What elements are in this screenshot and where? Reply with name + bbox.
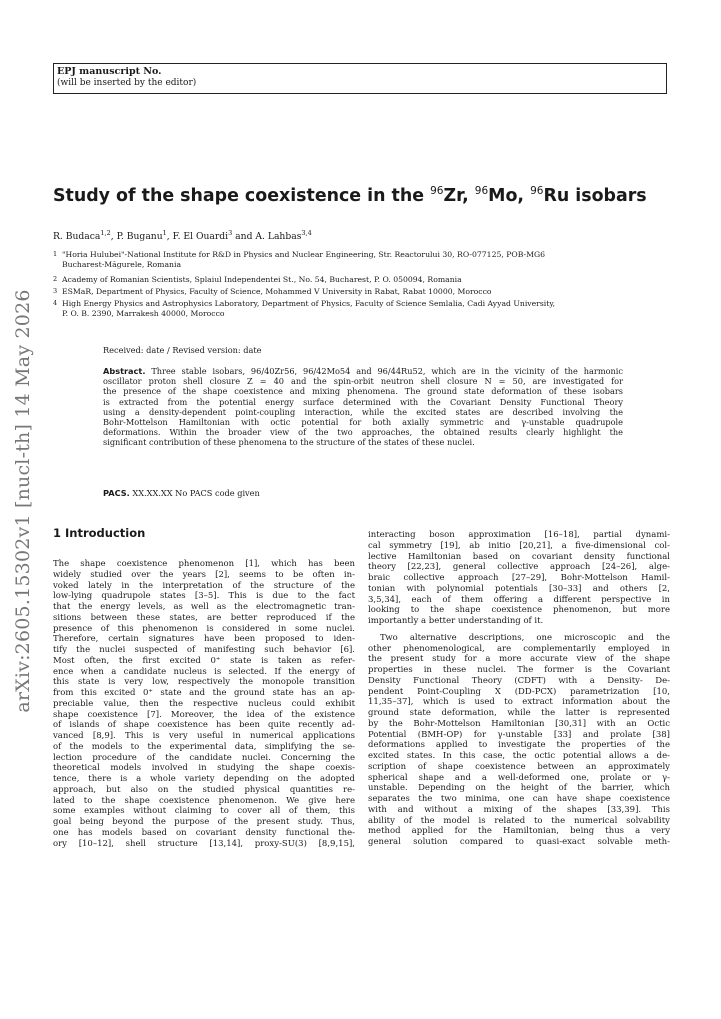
text-line: ground state deformation, while the latter is represented <box>368 708 670 718</box>
text-line: general solution compared to quasi-exact solvable meth- <box>368 837 670 847</box>
journal-line: EPJ manuscript No. <box>57 66 162 77</box>
text-line: Two alternative descriptions, one microscopic and the <box>380 632 670 643</box>
text-line: method applied for the Hamiltonian, being thus a very <box>368 826 670 837</box>
text-line: unstable. Depending on the height of the barrier, which <box>368 783 670 794</box>
text-line: cal symmetry [19], ab initio [20,21], a five-dimensional col- <box>368 540 670 551</box>
text-line: goal being beyond the purpose of the present study. Thus, <box>53 817 355 827</box>
affiliation-4: 4 High Energy Physics and Astrophysics Laboratory, Department of Physics, Faculty of Science Semlalia, Cadi Ayyad University, P. O. B. 2390, Marrakesh 40000, Morocco <box>53 299 556 318</box>
text-line: Most often, the first excited 0⁺ state is taken as refer- <box>53 655 355 666</box>
text-line: sitions between these states, are better reproduced if the <box>53 612 355 623</box>
text-line: approach, but also on the studied physical quantities re- <box>53 784 355 795</box>
affiliation-1: 1 "Horia Hulubei"-National Institute for R&D in Physics and Nuclear Engineering, Str. Reactorului 30, RO-077125, POB-MG6 Bucharest-Măgurele, Romania <box>53 250 546 269</box>
text-line: Density Functional Theory (CDFT) with a Density- De- <box>368 675 670 686</box>
text-line: braic collective approach [27–29], Bohr-Mottelson Hamil- <box>368 573 670 583</box>
text-line: widely studied over the years [2], seems to be often in- <box>53 569 355 580</box>
text-line: lection procedure of the candidate nuclei. Concerning the <box>53 752 355 763</box>
text-line: lated to the shape coexistence phenomenon. We give here <box>53 795 355 806</box>
text-line: that the energy levels, as well as the electromagnetic tran- <box>53 602 355 612</box>
text-line: 3,5,34], each of them offering a different perspective in <box>368 594 670 605</box>
text-line: shape coexistence [7]. Moreover, the idea of the existence <box>53 709 355 720</box>
abstract-line: Bohr-Mottelson Hamiltonian with octic potential for both axially symmetric and γ-unstable quadrupole <box>103 417 623 428</box>
text-line: by the Bohr-Mottelson Hamiltonian [30,31] with an Octic <box>368 718 670 729</box>
text-line: spherical shape and a well-deformed one, prolate or γ- <box>368 772 670 783</box>
text-line: ory [10–12], shell structure [13,14], proxy-SU(3) [8,9,15], <box>53 838 355 849</box>
abstract-line: is extracted from the potential energy surface determined with the Covariant Density Functional Theory <box>103 396 623 407</box>
section-heading: 1 Introduction <box>53 526 146 540</box>
text-line: lective Hamiltonian based on covariant density functional <box>368 551 670 562</box>
text-line: the present study for a more accurate view of the shape <box>368 654 670 665</box>
received-line: Received: date / Revised version: date <box>103 345 262 355</box>
abstract-line: significant contribution of these phenomena to the structure of the states of these nuclei. <box>103 437 475 448</box>
affiliation-3: 3 ESMaR, Department of Physics, Faculty of Science, Mohammed V University in Rabat, Rabat 10000, Morocco <box>53 287 492 296</box>
right-column <box>368 530 670 848</box>
abstract-line: the presence of the shape coexistence and mixing phenomena. The ground state deformation of these isobars <box>103 386 623 397</box>
editor-note-box <box>53 63 667 94</box>
text-line: importantly a better understanding of it. <box>368 616 544 626</box>
text-line: Potential (BMH-OP) for γ-unstable [33] and prolate [38] <box>368 729 670 740</box>
abstract-line: using a density-dependent point-coupling interaction, while the excited states are described involving the <box>103 406 623 417</box>
text-line: pendent Point-Coupling X (DD-PCX) parametrization [10, <box>368 686 670 697</box>
author-list: R. Budaca$^{1,2}$, P. Buganu$^1$, F. El Ouardi$^3$ and A. Lahbas$^{3,4}$ <box>53 229 312 243</box>
text-line: other phenomenological, are complementarily employed in <box>368 643 670 654</box>
text-line: some examples without claiming to cover all of them, this <box>53 806 355 817</box>
paper-title: Study of the shape coexistence in the $^{96}$Zr, $^{96}$Mo, $^{96}$Ru isobars <box>53 185 647 206</box>
text-line: interacting boson approximation [16–18], partial dynami- <box>368 530 670 540</box>
text-line: tonian with polynomial potentials [30–33] and others [2, <box>368 583 670 594</box>
text-line: of islands of shape coexistence has been quite recently ad- <box>53 720 355 731</box>
affiliation-2: 2 Academy of Romanian Scientists, Splaiul Independentei St., No. 54, Bucharest, P. O. 050094, Romania <box>53 275 462 284</box>
text-line: ability of the model is related to the numerical solvability <box>368 815 670 826</box>
text-line: properties in these nuclei. The former is the Covariant <box>368 665 670 675</box>
abstract-line: deformations. Within the broader view of the two approaches, the obtained results clearly highlight the <box>103 427 623 438</box>
text-line: Therefore, certain signatures have been proposed to iden- <box>53 634 355 645</box>
abstract-line: Abstract. Three stable isobars, 96/40Zr56, 96/42Mo54 and 96/44Ru52, which are in the vicinity of the harmonic <box>103 366 623 376</box>
text-line: from this excited 0⁺ state and the ground state has an ap- <box>53 688 355 698</box>
text-line: of the models to the experimental data, simplifying the se- <box>53 741 355 752</box>
arxiv-stamp <box>8 266 38 736</box>
text-line: theory [22,23], general collective approach [24–26], alge- <box>368 562 670 573</box>
text-line: ence when a candidate nucleus is selected. If the energy of <box>53 666 355 677</box>
text-line: separates the two minima, one can have shape coexistence <box>368 794 670 804</box>
text-line: scription of shape coexistence between an approximately <box>368 761 670 772</box>
text-line: theoretical models involved in studying the shape coexis- <box>53 763 355 774</box>
abstract-label: Abstract. <box>103 366 146 376</box>
text-line: tify the nuclei suspected of manifesting such behavior [6]. <box>53 645 355 655</box>
pacs-line: PACS. XX.XX.XX No PACS code given <box>103 488 260 498</box>
text-line: The shape coexistence phenomenon [1], which has been <box>53 559 355 569</box>
text-line: excited states. In this case, the octic potential allows a de- <box>368 751 670 761</box>
text-line: voked lately in the interpretation of the structure of the <box>53 580 355 591</box>
abstract-line: oscillator proton shell closure Z = 40 and the spin-orbit neutron shell closure N = 50, are investigated for <box>103 376 623 387</box>
text-line: presence of this phenomenon is considered in some nuclei. <box>53 623 355 634</box>
text-line: looking to the shape coexistence phenomenon, but more <box>368 605 670 616</box>
pacs-label: PACS. <box>103 488 130 498</box>
text-line: this state is very low, respectively the monopole transition <box>53 677 355 688</box>
text-line: tence, there is a whole variety depending on the adopted <box>53 774 355 784</box>
text-line: one has models based on covariant density functional the- <box>53 827 355 838</box>
arxiv-stamp-text: arXiv:2605.15302v1 [nucl-th] 14 May 2026 <box>12 289 34 713</box>
text-line: low-lying quadrupole states [3–5]. This is due to the fact <box>53 591 355 602</box>
editor-line: (will be inserted by the editor) <box>57 78 197 88</box>
text-line: vanced [8,9]. This is very useful in numerical applications <box>53 731 355 741</box>
text-line: preciable value, then the respective nucleus could exhibit <box>53 698 355 709</box>
text-line: with and without a mixing of the shapes [33,39]. This <box>368 804 670 815</box>
left-column <box>53 559 355 849</box>
abstract <box>103 366 623 448</box>
text-line: 11,35–37], which is used to extract information about the <box>368 697 670 708</box>
text-line: deformations applied to investigate the properties of the <box>368 740 670 751</box>
